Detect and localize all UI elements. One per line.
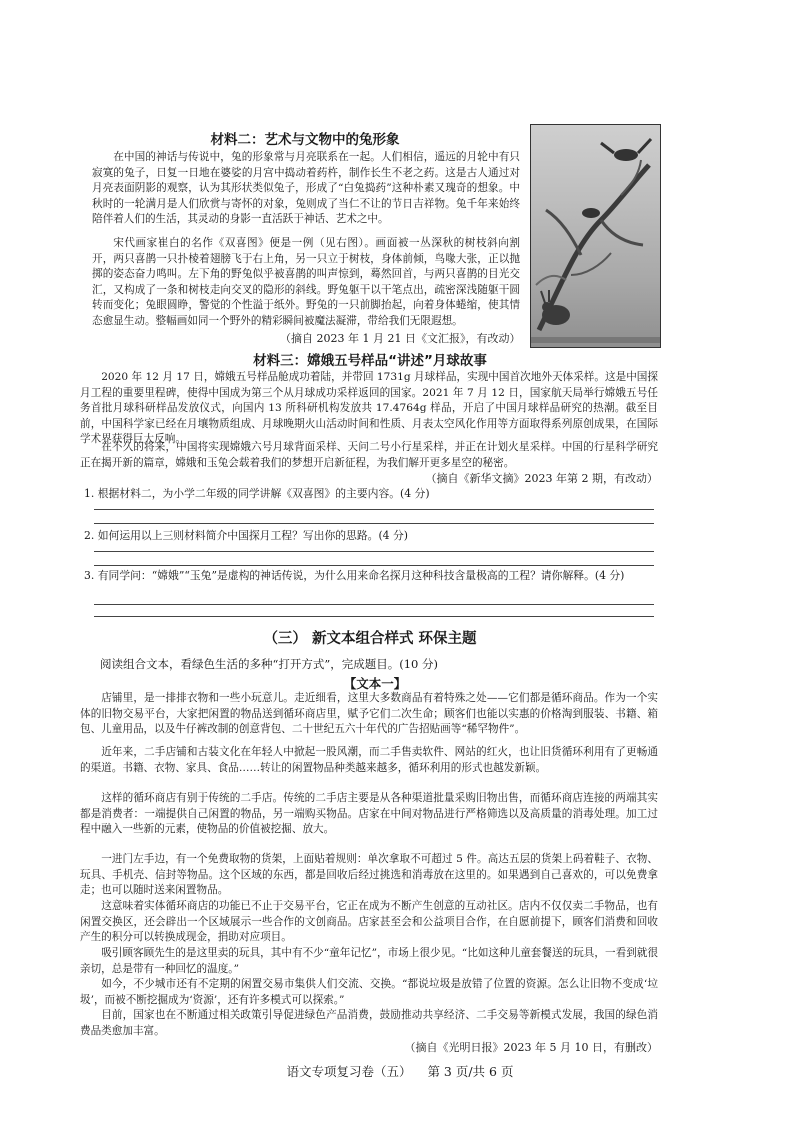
question-2: 2. 如何运用以上三则材料简介中国探月工程？写出你的思路。(4 分) <box>84 529 408 542</box>
material2-paragraph-1: 在中国的神话与传说中，兔的形象常与月亮联系在一起。人们相信，遥远的月轮中有只寂寞的兔子，日复一日地在婆娑的月宫中捣动着药杵，制作长生不老之药。这是古人通过对月亮表面阴影的观察，认为其形状类似兔子，形成了“白兔捣药”这种朴素又瑰奇的想象。中秋时的一轮满月是人们欣赏与寄怀的对象，兔则成了当仁不让的节日吉祥物。兔千年来始终陪伴着人们的生活，其灵动的身影一直活跃于神话、艺术之中。 <box>92 151 520 226</box>
page-footer: 语文专项复习卷（五） 第 3 页/共 6 页 <box>286 1064 514 1079</box>
answer-line[interactable] <box>94 604 654 605</box>
text1-paragraph-7: 如今，不少城市还有不定期的闲置交易市集供人们交流、交换。“都说垃圾是放错了位置的资源。怎么让旧物不变成‘垃圾’，而被不断挖掘成为‘资源’，还有许多模式可以探索。” <box>80 978 658 1006</box>
material3-paragraph-1: 2020 年 12 月 17 日，嫦娥五号样品舱成功着陆，并带回 1731g 月球样品，实现中国首次地外天体采样。这是中国探月工程的重要里程碑，使得中国成为第三个从月球成功采样返回的国家。2021 年 7 月 12 日，国家航天局举行嫦娥五号任务首批月球科研样品发放仪式，向国内 13 所科研机构发放共 17.4764g 样品，开启了中国月球样品研究的热潮。截至目前，中国科学家已经在月壤物质组成、月球晚期火山活动时间和性质、月表太空风化作用等方面取得系列原创成果，在国际学术界获得巨大反响。 <box>80 371 658 446</box>
answer-line[interactable] <box>94 616 654 617</box>
question-1: 1. 根据材料二，为小学二年级的同学讲解《双喜图》的主要内容。(4 分) <box>84 487 430 500</box>
answer-line[interactable] <box>94 523 654 524</box>
text1-paragraph-5: 这意味着实体循环商店的功能已不止于交易平台，它正在成为不断产生创意的互动社区。店内不仅仅卖二手物品，也有闲置交换区，还会辟出一个区域展示一些合作的文创商品。店家甚至会和公益项目合作，在自愿前提下，顾客们消费和回收产生的积分可以转换成现金，捐助对应项目。 <box>80 900 658 944</box>
painting-image <box>530 124 661 348</box>
material2-source: （摘自 2023 年 1 月 21 日《文汇报》，有改动） <box>280 332 521 345</box>
text1-source: （摘自《光明日报》2023 年 5 月 10 日，有删改） <box>404 1041 658 1054</box>
text1-paragraph-3: 这样的循环商店有别于传统的二手店。传统的二手店主要是从各种渠道批量采购旧物出售，而循环商店连接的两端其实都是消费者：一端提供自己闲置的物品，另一端购买物品。店家在中间对物品进行严格筛选以及高质量的消毒处理。加工过程中融入一些新的元素，使物品的价值被挖掘、放大。 <box>80 792 658 836</box>
question-3: 3. 有同学问：“嫦娥”“玉兔”是虚构的神话传说，为什么用来命名探月这种科技含量极高的工程？请你解释。(4 分) <box>84 569 625 582</box>
material2-paragraph-2: 宋代画家崔白的名作《双喜图》便是一例（见右图）。画面被一丛深秋的树枝斜向割开，两只喜鹊一只扑棱着翅膀飞于右上角，另一只立于树枝，身体前倾，鸟喙大张，正以抛掷的姿态奋力鸣叫。左下角的野兔似乎被喜鹊的叫声惊到，蓦然回首，与两只喜鹊的目光交汇，又构成了一条和树枝走向交叉的隐形的斜线。野兔躯干以干笔点出，疏密深浅随躯干圆转而变化；兔眼圆睁，警觉的个性溢于纸外。野兔的一只前脚抬起，向着身体蜷缩，使其情态愈显生动。整幅画如同一个野外的精彩瞬间被魔法凝滞，带给我们无限遐想。 <box>92 237 520 327</box>
answer-line[interactable] <box>94 509 654 510</box>
material3-title: 材料三：嫦娥五号样品“讲述”月球故事 <box>253 353 487 369</box>
material3-source: （摘自《新华文摘》2023 年第 2 期，有改动） <box>425 472 658 485</box>
text1-paragraph-2: 近年来，二手店铺和古装文化在年轻人中掀起一股风潮，而二手售卖软件、网站的红火，也让旧货循环利用有了更畅通的渠道。书籍、衣物、家具、食品……转让的闲置物品种类越来越多，循环利用的形式也越发新颖。 <box>80 746 658 774</box>
section3-title: （三） 新文本组合样式 环保主题 <box>263 631 477 647</box>
painting-illustration <box>531 125 660 347</box>
text1-paragraph-8: 目前，国家也在不断通过相关政策引导促进绿色产品消费，鼓励推动共享经济、二手交易等新模式发展，我国的绿色消费品类愈加丰富。 <box>80 1009 658 1037</box>
section3-intro: 阅读组合文本，看绿色生活的多种“打开方式”，完成题目。(10 分) <box>100 657 439 671</box>
text1-label: 【文本一】 <box>343 676 407 691</box>
material3-paragraph-2: 在不久的将来，中国将实现嫦娥六号月球背面采样、天问二号小行星采样，并正在计划火星采样。中国的行星科学研究正在揭开新的篇章，嫦娥和玉兔会载着我们的梦想开启新征程，为我们解开更多星空的秘密。 <box>80 441 658 469</box>
answer-line[interactable] <box>94 565 654 566</box>
text1-paragraph-1: 店铺里，是一排排衣物和一些小玩意儿。走近细看，这里大多数商品有着特殊之处——它们都是循环商品。作为一个实体的旧物交易平台，大家把闲置的物品送到循环商店里，赋予它们二次生命；顾客们也能以实惠的价格淘到服装、书籍、箱包、儿童用品，以及牛仔裤改制的创意背包、二十世纪五六十年代的广告招贴画等“稀罕物件”。 <box>80 692 658 736</box>
text1-paragraph-4: 一进门左手边，有一个免费取物的货架，上面贴着规则：单次拿取不可超过 5 件。高达五层的货架上码着鞋子、衣物、玩具、手机壳、信封等物品。这个区域的东西，都是回收后经过挑选和消毒放在这里的。如果遇到自己喜欢的，可以免费拿走；也可以随时送来闲置物品。 <box>80 853 658 897</box>
answer-line[interactable] <box>94 551 654 552</box>
material2-title: 材料二：艺术与文物中的兔形象 <box>210 132 400 148</box>
text1-paragraph-6: 吸引顾客顾先生的是这里卖的玩具，其中有不少“童年记忆”，市场上很少见。“比如这种儿童套餐送的玩具，一看到就很亲切，总是带有一种回忆的温度。” <box>80 947 658 975</box>
